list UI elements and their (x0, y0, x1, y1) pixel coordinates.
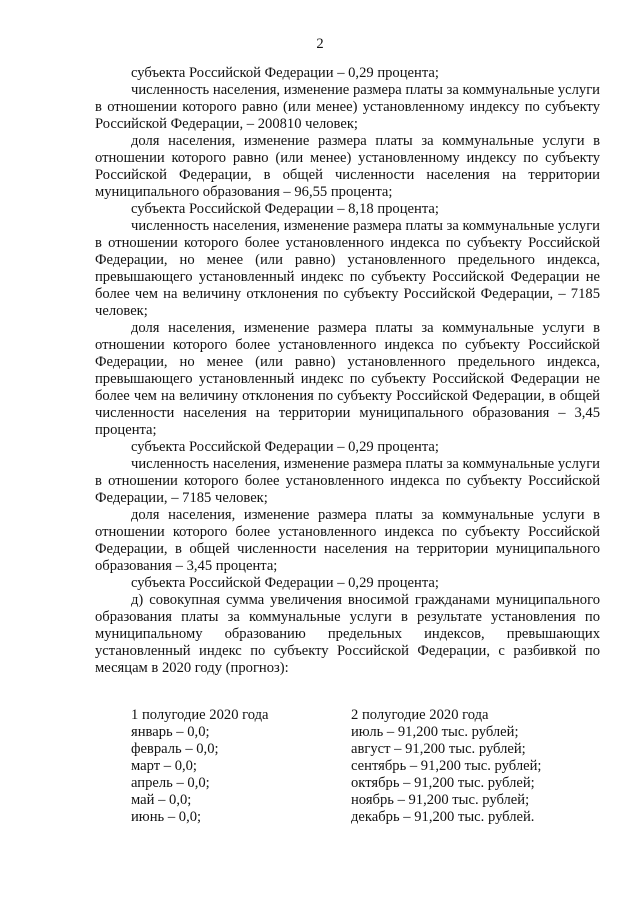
month-row: июль – 91,200 тыс. рублей; (351, 724, 519, 740)
page-number: 2 (316, 36, 324, 52)
paragraph: субъекта Российской Федерации – 0,29 процента; (131, 575, 439, 591)
month-row: октябрь – 91,200 тыс. рублей; (351, 775, 535, 791)
month-row: сентябрь – 91,200 тыс. рублей; (351, 758, 542, 774)
paragraph: субъекта Российской Федерации – 8,18 процента; (131, 201, 439, 217)
month-row: июнь – 0,0; (131, 809, 202, 825)
month-row: август – 91,200 тыс. рублей; (351, 741, 526, 757)
month-row: май – 0,0; (131, 792, 192, 808)
month-row: февраль – 0,0; (131, 741, 219, 757)
monthly-forecast (131, 707, 601, 826)
first-half-column (131, 707, 351, 826)
first-half-heading: 1 полугодие 2020 года (131, 707, 269, 723)
paragraph: субъекта Российской Федерации – 0,29 процента; (131, 439, 439, 455)
second-half-column (351, 707, 601, 826)
paragraph: численность населения, изменение размера платы за коммунальные услуги в отношении которого равно (или менее) установленному индексу по субъекту Российской Федерации, – 200810 человек; (95, 82, 600, 132)
paragraph: субъекта Российской Федерации – 0,29 процента; (131, 65, 439, 81)
paragraph: д) совокупная сумма увеличения вносимой гражданами муниципального образования платы за коммунальные услуги в результате установления по муниципальному образованию предельных индексов, превышающих установленный индекс по субъекту Российской Федерации, с разбивкой по месяцам в 2020 году (прогноз): (95, 592, 600, 676)
month-row: декабрь – 91,200 тыс. рублей. (351, 809, 535, 825)
month-row: ноябрь – 91,200 тыс. рублей; (351, 792, 530, 808)
second-half-heading: 2 полугодие 2020 года (351, 707, 489, 723)
month-row: январь – 0,0; (131, 724, 210, 740)
paragraph: доля населения, изменение размера платы за коммунальные услуги в отношении которого более установленного индекса по субъекту Российской Федерации, в общей численности населения на территории муниципального образования – 3,45 процента; (95, 507, 600, 574)
paragraph: доля населения, изменение размера платы за коммунальные услуги в отношении которого равно (или менее) установленному индексу по субъекту Российской Федерации, в общей численности населения на территории муниципального образования – 96,55 процента; (95, 133, 600, 200)
month-row: апрель – 0,0; (131, 775, 210, 791)
document-body (95, 65, 600, 677)
paragraph: доля населения, изменение размера платы за коммунальные услуги в отношении которого более установленного индекса по субъекту Российской Федерации, но менее (или равно) установленного предельного индекса, превышающего установленный индекс по субъекту Российской Федерации не более чем на величину отклонения по субъекту Российской Федерации, в общей численности населения на территории муниципального образования – 3,45 процента; (95, 320, 600, 438)
month-row: март – 0,0; (131, 758, 197, 774)
paragraph: численность населения, изменение размера платы за коммунальные услуги в отношении которого более установленного индекса по субъекту Российской Федерации, – 7185 человек; (95, 456, 600, 506)
paragraph: численность населения, изменение размера платы за коммунальные услуги в отношении которого более установленного индекса по субъекту Российской Федерации, но менее (или равно) установленного предельного индекса, превышающего установленный индекс по субъекту Российской Федерации не более чем на величину отклонения по субъекту Российской Федерации, – 7185 человек; (95, 218, 600, 319)
